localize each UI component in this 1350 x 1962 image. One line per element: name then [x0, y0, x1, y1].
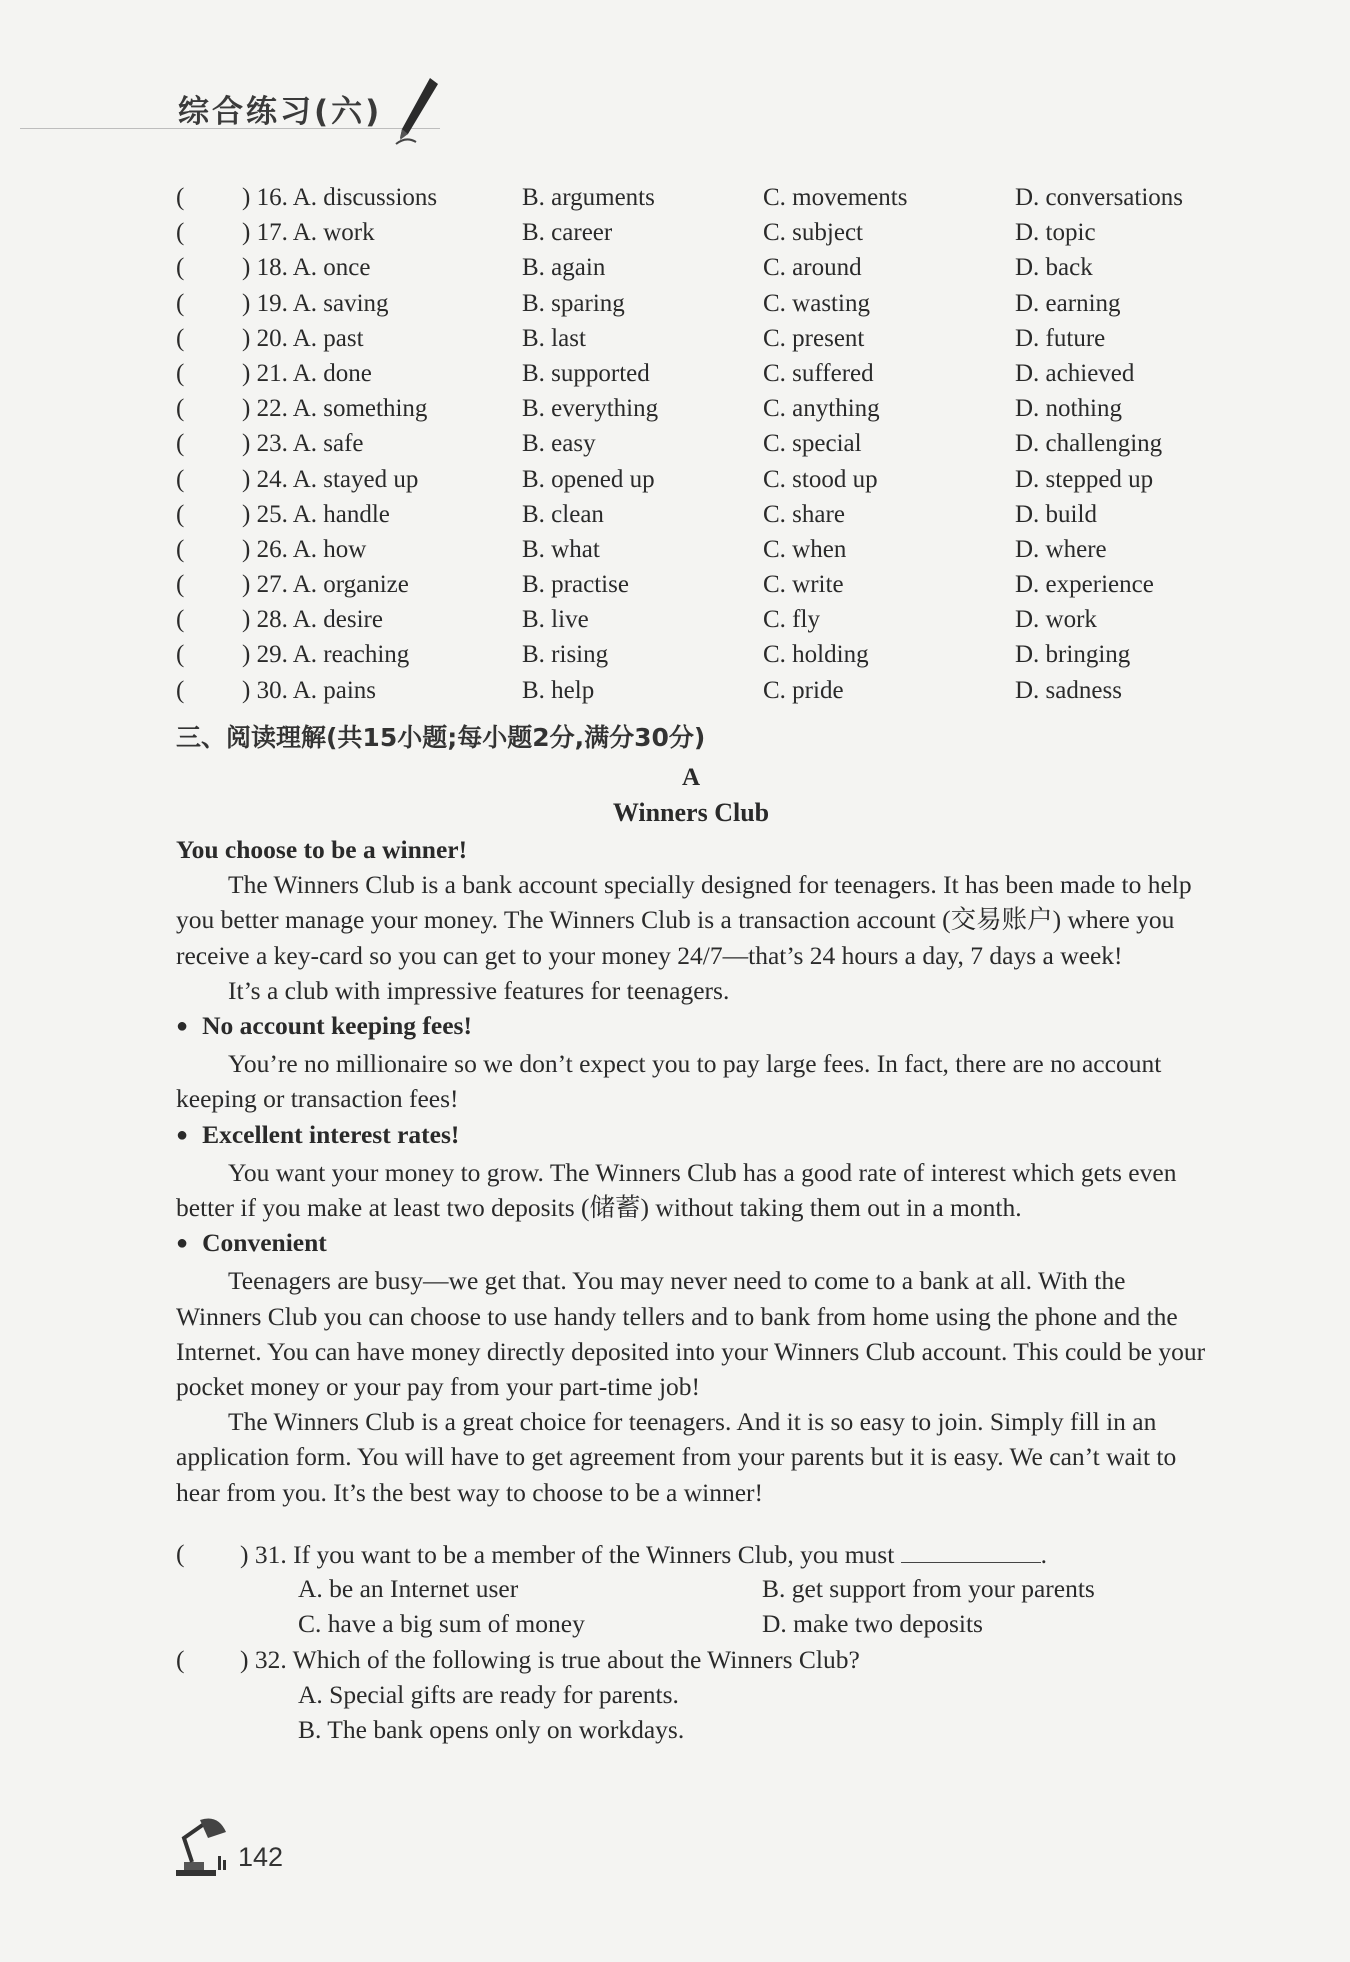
- option-a[interactable]: ) 19. A. saving: [242, 289, 389, 317]
- feature-heading-fees: ● No account keeping fees!: [176, 1008, 1206, 1046]
- option-a[interactable]: ) 20. A. past: [242, 324, 364, 352]
- option-d[interactable]: D. build: [1015, 500, 1097, 528]
- option-row: [0, 532, 1350, 567]
- desk-lamp-icon: [174, 1816, 232, 1878]
- option-c[interactable]: C. write: [763, 571, 844, 599]
- option-b[interactable]: B. clean: [522, 500, 604, 528]
- option-row: [0, 215, 1350, 250]
- option-row: [0, 286, 1350, 321]
- option-b[interactable]: B. rising: [522, 641, 609, 669]
- option-a[interactable]: ) 18. A. once: [242, 254, 371, 282]
- option-row: [0, 356, 1350, 391]
- option-b[interactable]: B. arguments: [522, 184, 655, 211]
- passage-intro-heading: You choose to be a winner!: [176, 835, 468, 864]
- passage-paragraph-6: The Winners Club is a great choice for teenagers. And it is so easy to join. Simply fill in an application form. You will have to get agreement from your parents but it is easy. We can’t wait to hear from you. It’s the best way to choose to be a winner!: [176, 1407, 1177, 1507]
- option-a[interactable]: ) 26. A. how: [242, 535, 367, 563]
- question-31-options-ab: [0, 1571, 1350, 1606]
- option-b[interactable]: B. help: [522, 676, 595, 704]
- answer-paren[interactable]: (: [176, 324, 185, 352]
- answer-paren[interactable]: (: [176, 1539, 185, 1568]
- answer-paren[interactable]: (: [176, 1644, 185, 1674]
- passage-paragraph-2: It’s a club with impressive features for teenagers.: [228, 975, 730, 1005]
- answer-paren[interactable]: (: [176, 184, 185, 211]
- passage-paragraph-5: Teenagers are busy—we get that. You may never need to come to a bank at all. With the Winners Club you can choose to use handy tellers and to bank from home using the phone and the Internet. You can have money directly deposited into your Winners Club account. This could be your pocket money or your pay from your part-time job!: [176, 1266, 1206, 1402]
- answer-paren[interactable]: (: [176, 465, 185, 493]
- question-31: [0, 1536, 1350, 1571]
- passage-body: [176, 832, 1206, 1510]
- option-c[interactable]: C. stood up: [763, 465, 878, 493]
- option-a[interactable]: ) 21. A. done: [242, 359, 372, 387]
- option-a[interactable]: ) 28. A. desire: [242, 606, 383, 634]
- option-a[interactable]: ) 25. A. handle: [242, 500, 390, 528]
- option-b[interactable]: B. what: [522, 535, 600, 563]
- option-d[interactable]: D. conversations: [1015, 184, 1184, 211]
- option-d[interactable]: D. future: [1015, 324, 1106, 352]
- option-d[interactable]: D. sadness: [1015, 676, 1122, 704]
- option-d[interactable]: D. back: [1015, 254, 1093, 282]
- question-31-stem: ) 31. If you want to be a member of the Winners Club, you must .: [240, 1536, 1047, 1572]
- option-a[interactable]: A. Special gifts are ready for parents.: [298, 1679, 679, 1709]
- option-b[interactable]: B. The bank opens only on workdays.: [298, 1714, 685, 1744]
- option-d[interactable]: D. earning: [1015, 289, 1121, 317]
- option-d[interactable]: D. challenging: [1015, 430, 1163, 458]
- option-d[interactable]: D. make two deposits: [762, 1609, 983, 1639]
- answer-paren[interactable]: (: [176, 641, 185, 669]
- option-a[interactable]: ) 24. A. stayed up: [242, 465, 419, 493]
- question-32-option-b-row: [0, 1712, 1350, 1747]
- option-d[interactable]: D. nothing: [1015, 395, 1122, 423]
- option-row: [0, 602, 1350, 637]
- option-d[interactable]: D. experience: [1015, 571, 1154, 599]
- option-b[interactable]: B. last: [522, 324, 586, 352]
- option-d[interactable]: D. stepped up: [1015, 465, 1154, 493]
- section-heading: 三、阅读理解(共15小题;每小题2分,满分30分): [176, 723, 706, 752]
- option-d[interactable]: D. where: [1015, 535, 1107, 563]
- option-a[interactable]: ) 17. A. work: [242, 219, 375, 247]
- option-row: [0, 250, 1350, 285]
- questions: [0, 1536, 1350, 1747]
- option-c[interactable]: C. subject: [763, 219, 863, 247]
- answer-paren[interactable]: (: [176, 254, 185, 282]
- option-b[interactable]: B. everything: [522, 395, 659, 423]
- answer-paren[interactable]: (: [176, 500, 185, 528]
- page-title: 综合练习(六): [178, 94, 383, 130]
- option-b[interactable]: B. live: [522, 606, 589, 634]
- option-b[interactable]: B. opened up: [522, 465, 655, 493]
- option-row: [0, 180, 1350, 215]
- option-b[interactable]: B. sparing: [522, 289, 625, 317]
- option-row: [0, 321, 1350, 356]
- option-c[interactable]: C. movements: [763, 184, 908, 211]
- option-b[interactable]: B. get support from your parents: [762, 1574, 1095, 1604]
- option-c[interactable]: C. holding: [763, 641, 869, 669]
- pen-icon: [392, 76, 442, 146]
- option-row: [0, 462, 1350, 497]
- option-a[interactable]: ) 29. A. reaching: [242, 641, 410, 669]
- question-32: [0, 1642, 1350, 1677]
- option-c[interactable]: C. when: [763, 535, 847, 563]
- option-c[interactable]: C. wasting: [763, 289, 870, 317]
- option-b[interactable]: B. supported: [522, 359, 650, 387]
- passage-paragraph-1: The Winners Club is a bank account specially designed for teenagers. It has been made to help you better manage your money. The Winners Club is a transaction account (交易账户) where you receive a key-card so you can get to your money 24/7—that’s 24 hours a day, 7 days a week!: [176, 870, 1192, 970]
- answer-paren[interactable]: (: [176, 395, 185, 423]
- cloze-options: [0, 180, 1350, 708]
- option-row: [0, 426, 1350, 461]
- option-b[interactable]: B. easy: [522, 430, 596, 458]
- question-32-option-a-row: [0, 1677, 1350, 1712]
- option-b[interactable]: B. career: [522, 219, 613, 247]
- option-a[interactable]: ) 27. A. organize: [242, 571, 409, 599]
- answer-paren[interactable]: (: [176, 535, 185, 563]
- option-row: [0, 497, 1350, 532]
- question-32-stem: ) 32. Which of the following is true about the Winners Club?: [240, 1644, 860, 1674]
- option-c[interactable]: C. have a big sum of money: [298, 1609, 585, 1639]
- answer-paren[interactable]: (: [176, 219, 185, 247]
- page-number: 142: [238, 1842, 284, 1872]
- option-b[interactable]: B. again: [522, 254, 606, 282]
- passage-paragraph-4: You want your money to grow. The Winners Club has a good rate of interest which gets even better if you make at least two deposits (储蓄) without taking them out in a month.: [176, 1157, 1177, 1223]
- option-c[interactable]: C. around: [763, 254, 862, 282]
- option-c[interactable]: C. share: [763, 500, 845, 528]
- passage-title: Winners Club: [612, 798, 770, 827]
- option-a[interactable]: ) 30. A. pains: [242, 676, 377, 704]
- option-row: [0, 567, 1350, 602]
- option-row: [0, 673, 1350, 708]
- option-a[interactable]: ) 22. A. something: [242, 395, 428, 423]
- answer-paren[interactable]: (: [176, 676, 185, 704]
- option-c[interactable]: C. suffered: [763, 359, 874, 387]
- option-a[interactable]: ) 23. A. safe: [242, 430, 364, 458]
- option-d[interactable]: D. topic: [1015, 219, 1096, 247]
- answer-blank[interactable]: [901, 1536, 1041, 1563]
- feature-heading-interest: ● Excellent interest rates!: [176, 1117, 1206, 1155]
- passage-letter: A: [681, 764, 701, 791]
- answer-paren[interactable]: (: [176, 289, 185, 317]
- option-a[interactable]: A. be an Internet user: [298, 1574, 519, 1604]
- option-c[interactable]: C. anything: [763, 395, 880, 423]
- passage-paragraph-3: You’re no millionaire so we don’t expect you to pay large fees. In fact, there are no account keeping or transaction fees!: [176, 1049, 1162, 1114]
- answer-paren[interactable]: (: [176, 606, 185, 634]
- option-a[interactable]: ) 16. A. discussions: [242, 184, 438, 211]
- option-d[interactable]: D. bringing: [1015, 641, 1131, 669]
- option-d[interactable]: D. achieved: [1015, 359, 1135, 387]
- option-c[interactable]: C. special: [763, 430, 862, 458]
- option-d[interactable]: D. work: [1015, 606, 1097, 634]
- question-31-options-cd: [0, 1606, 1350, 1641]
- answer-paren[interactable]: (: [176, 430, 185, 458]
- option-row: [0, 637, 1350, 672]
- feature-heading-convenient: ● Convenient: [176, 1225, 1206, 1263]
- option-b[interactable]: B. practise: [522, 571, 629, 599]
- answer-paren[interactable]: (: [176, 571, 185, 599]
- option-row: [0, 391, 1350, 426]
- option-c[interactable]: C. pride: [763, 676, 844, 704]
- option-c[interactable]: C. present: [763, 324, 865, 352]
- option-c[interactable]: C. fly: [763, 606, 820, 634]
- answer-paren[interactable]: (: [176, 359, 185, 387]
